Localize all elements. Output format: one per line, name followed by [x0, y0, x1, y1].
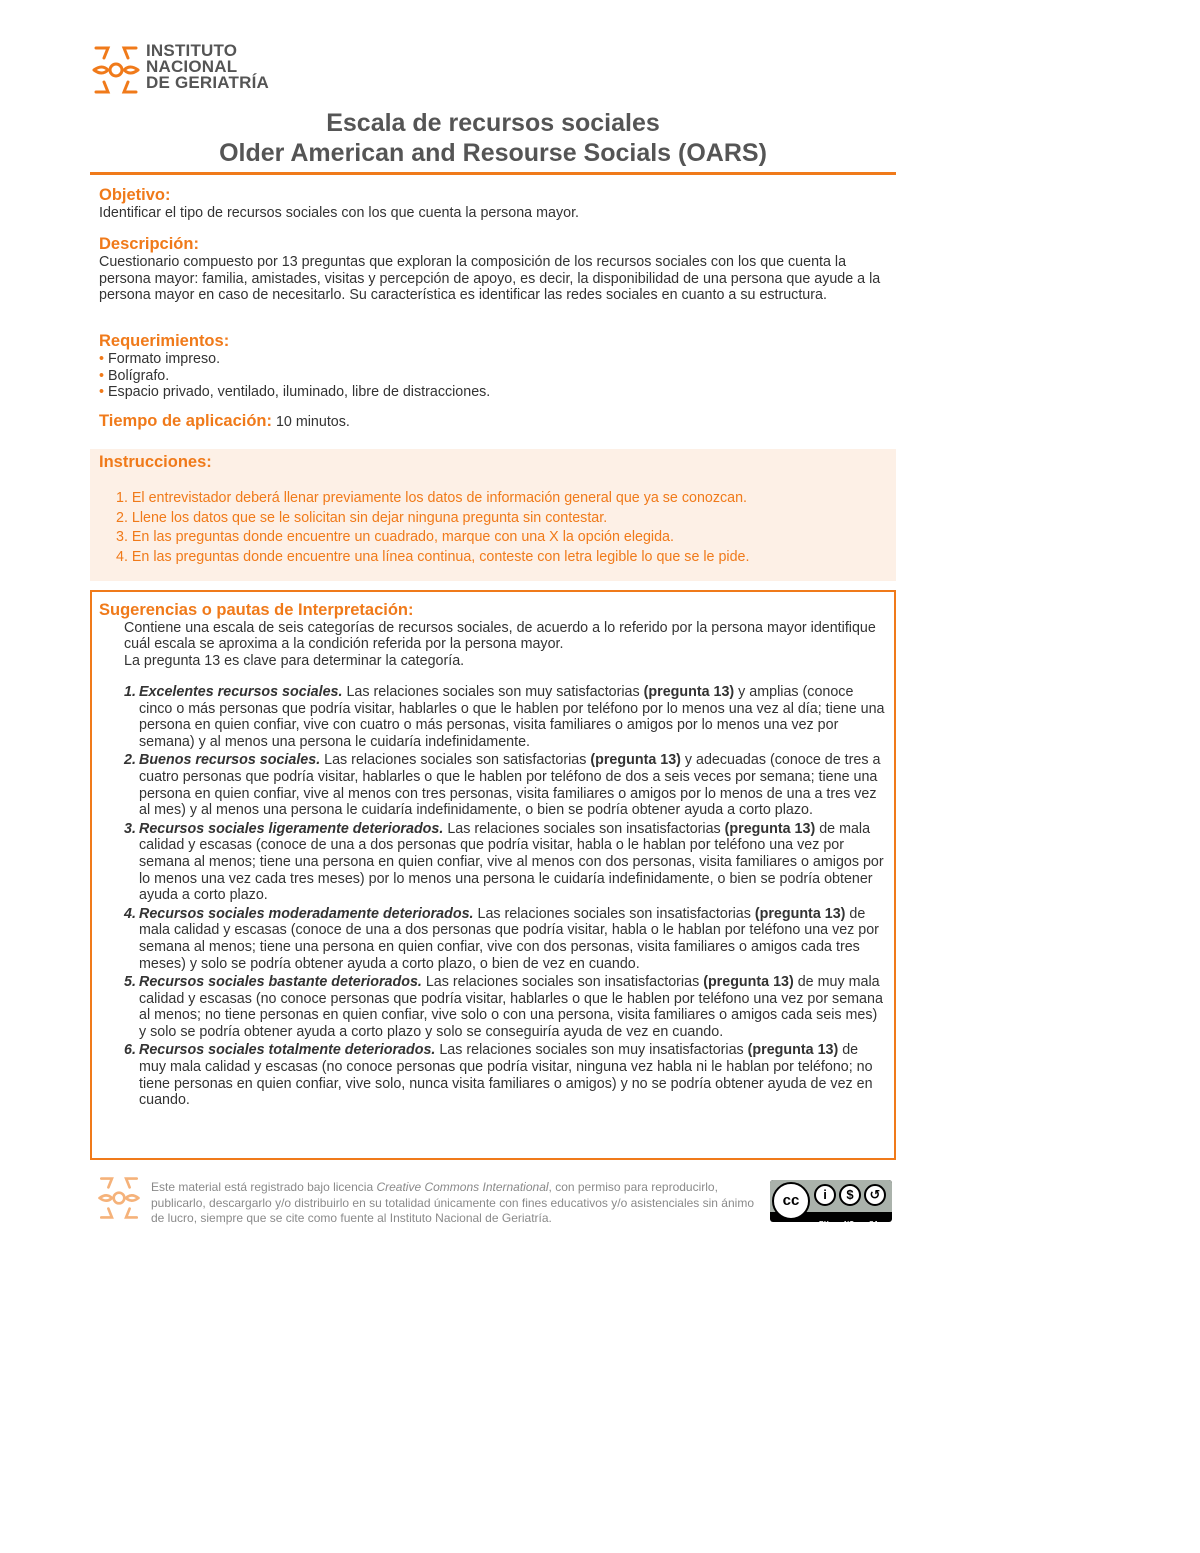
- geriatria-emblem-icon: [90, 42, 142, 98]
- category-detail: de muy mala calidad y escasas (no conoce personas que podría visitar, ninguna vez habla ni le hablan por teléfono; no tiene personas en quien confiar, vive solo, nunca visita familiares o amigos) y no se podría obtener ayuda de vez en cuando.: [139, 1042, 873, 1109]
- title-line-2: Older American and Resourse Socials (OARS): [219, 139, 767, 167]
- descripcion-section: [99, 235, 889, 304]
- cc-label-sa: SA: [869, 1221, 879, 1228]
- item-number: 5.: [124, 974, 136, 991]
- tiempo-heading: Tiempo de aplicación:: [99, 412, 272, 430]
- requerimiento-text: Espacio privado, ventilado, iluminado, libre de distracciones.: [108, 384, 491, 400]
- list-item: [99, 351, 889, 368]
- item-number: 2.: [124, 752, 136, 769]
- category-detail: de mala calidad y escasas (conoce de una a dos personas que podría visitar, habla o le hablan por teléfono una vez por semana al menos; tiene una persona en quien confiar, vive al menos con dos personas, visita familiares o amigos por lo menos una vez cada tres meses) por lo menos una persona le cuidaría indefinidamente, o bien se podría obtener ayuda a corto plazo.: [139, 820, 884, 904]
- category-name: Recursos sociales ligeramente deteriorados.: [139, 820, 444, 837]
- cc-label-nc: NC: [844, 1221, 855, 1228]
- list-item: [124, 974, 886, 1040]
- category-detail: de mala calidad y escasas (conoce de una a dos personas que podría visitar, habla o le hablan por teléfono una vez por semana al menos; tiene una persona en quien confiar, vive con dos personas, visita familiares o amigos cada tres meses) y solo se podría obtener ayuda a corto plazo, o bien de vez en cuando.: [139, 905, 879, 972]
- categorias-list: [124, 684, 886, 1111]
- logo-line-1: INSTITUTO: [146, 41, 238, 60]
- page-title: [90, 108, 896, 168]
- sugerencias-intro: [124, 620, 884, 669]
- category-text: Las relaciones sociales son muy satisfactorias: [342, 684, 644, 700]
- list-item: [124, 906, 886, 972]
- item-number: 1.: [124, 684, 136, 700]
- list-item: [124, 1042, 886, 1108]
- instrucciones-heading: Instrucciones:: [99, 453, 212, 471]
- cc-label-by: BY: [819, 1221, 829, 1228]
- item-number: 6.: [124, 1042, 136, 1059]
- nc-icon: $: [839, 1184, 861, 1206]
- list-item: 4. En las preguntas donde encuentre una línea continua, conteste con letra legible lo que se le pide.: [116, 548, 750, 565]
- logo-text: [146, 43, 269, 91]
- objetivo-section: [99, 186, 889, 222]
- list-item: 2. Llene los datos que se le solicitan sin dejar ninguna pregunta sin contestar.: [116, 509, 608, 526]
- list-item: [99, 384, 889, 401]
- category-text: Las relaciones sociales son insatisfactorias: [473, 905, 755, 922]
- list-item: [124, 821, 886, 904]
- category-detail: y adecuadas (conoce de tres a cuatro personas que podría visitar, hablarles o que le hablen por teléfono de dos a seis veces por semana; tiene una persona en quien confiar, vive al menos con tres personas, visita familiares o amigos por lo menos de una a tres vez al mes) y al menos una persona le cuidaría indefinidamente, o bien se podría obtener ayuda a corto plazo.: [139, 752, 881, 819]
- category-question: (pregunta 13): [590, 752, 681, 769]
- list-item: 3. En las preguntas donde encuentre un cuadrado, marque con una X la opción elegida.: [116, 529, 674, 545]
- sugerencias-intro-1: Contiene una escala de seis categorías de recursos sociales, de acuerdo a lo referido por la persona mayor identifique cuál escala se aproxima a la condición referida por la persona mayor.: [124, 620, 876, 653]
- license-text-b: , con permiso para reproducirlo, publicarlo, descargarlo y/o distribuirlo en su totalidad únicamente con fines educativos y/o asistenciales sin ánimo de lucro, siempre que se cite como fuente al Instituto Nacional de Geriatría.: [151, 1180, 754, 1225]
- requerimiento-text: Bolígrafo.: [108, 367, 170, 384]
- category-name: Excelentes recursos sociales.: [139, 684, 343, 700]
- category-name: Recursos sociales moderadamente deteriorados.: [139, 905, 474, 922]
- title-line-1: Escala de recursos sociales: [326, 109, 660, 137]
- category-text: Las relaciones sociales son muy insatisfactorias: [435, 1042, 748, 1059]
- sa-icon: ↺: [864, 1184, 886, 1206]
- category-question: (pregunta 13): [747, 1042, 839, 1059]
- list-item: [99, 368, 889, 385]
- footer-emblem-icon: [96, 1170, 142, 1226]
- license-name: Creative Commons International: [376, 1180, 549, 1194]
- logo-line-2: NACIONAL: [146, 57, 238, 76]
- tiempo-value: 10 minutos.: [275, 414, 350, 430]
- list-item: [124, 752, 886, 818]
- descripcion-text: Cuestionario compuesto por 13 preguntas que exploran la composición de los recursos sociales con los que cuenta la persona mayor: familia, amistades, visitas y percepción de apoyo, es decir, la disponibilidad de una persona que ayude a la persona mayor en caso de necesitarlo. Su característica es identificar las redes sociales en cuanto a su estructura.: [99, 254, 881, 303]
- category-name: Recursos sociales totalmente deteriorados.: [139, 1042, 436, 1059]
- category-detail: y amplias (conoce cinco o más personas que podría visitar, hablarles o que le hablen por teléfono por lo menos una vez al día; tiene una persona en quien confiar, vive con cuatro o más personas, visita familiares o amigos por lo menos una vez por semana) y al menos una persona le cuidaría indefinidamente.: [139, 684, 885, 750]
- title-divider: [90, 172, 896, 175]
- institute-logo: [90, 42, 290, 102]
- cc-icon: cc: [772, 1182, 810, 1220]
- cc-license-badge: [770, 1180, 892, 1228]
- descripcion-heading: Descripción:: [99, 235, 199, 253]
- sugerencias-intro-2: La pregunta 13 es clave para determinar la categoría.: [124, 652, 465, 669]
- item-number: 4.: [124, 905, 136, 922]
- license-text-a: Este material está registrado bajo licencia: [151, 1180, 377, 1194]
- license-notice: [151, 1180, 763, 1227]
- category-question: (pregunta 13): [703, 974, 794, 991]
- by-icon: i: [814, 1184, 836, 1206]
- category-name: Buenos recursos sociales.: [139, 752, 321, 769]
- category-text: Las relaciones sociales son insatisfactorias: [443, 820, 725, 837]
- requerimientos-list: [99, 351, 889, 401]
- category-detail: de muy mala calidad y escasas (no conoce personas que podría visitar, hablarles o que le hablen por teléfono una vez por semana al menos; no tiene personas en quien confiar, vive solo o con una persona, visita familiares o amigos cada seis mes) y solo se podría obtener ayuda a corto plazo y solo se conseguiría ayuda de vez en cuando.: [139, 974, 883, 1040]
- instrucciones-list: [116, 489, 886, 567]
- list-item: [124, 684, 886, 750]
- item-number: 3.: [124, 820, 136, 837]
- requerimientos-heading: Requerimientos:: [99, 332, 230, 350]
- category-name: Recursos sociales bastante deteriorados.: [139, 974, 422, 991]
- category-text: Las relaciones sociales son satisfactorias: [320, 752, 591, 769]
- category-question: (pregunta 13): [643, 684, 735, 700]
- requerimientos-section: [99, 332, 889, 401]
- category-question: (pregunta 13): [754, 905, 846, 922]
- requerimiento-text: Formato impreso.: [108, 351, 221, 367]
- objetivo-heading: Objetivo:: [99, 186, 171, 204]
- sugerencias-heading: Sugerencias o pautas de Interpretación:: [99, 601, 414, 619]
- tiempo-section: [99, 412, 889, 431]
- logo-line-3: DE GERIATRÍA: [146, 73, 269, 92]
- category-question: (pregunta 13): [724, 820, 816, 837]
- list-item: 1. El entrevistador deberá llenar previamente los datos de información general que ya se conozcan.: [116, 490, 748, 506]
- category-text: Las relaciones sociales son insatisfactorias: [421, 974, 704, 991]
- objetivo-text: Identificar el tipo de recursos sociales con los que cuenta la persona mayor.: [99, 205, 580, 221]
